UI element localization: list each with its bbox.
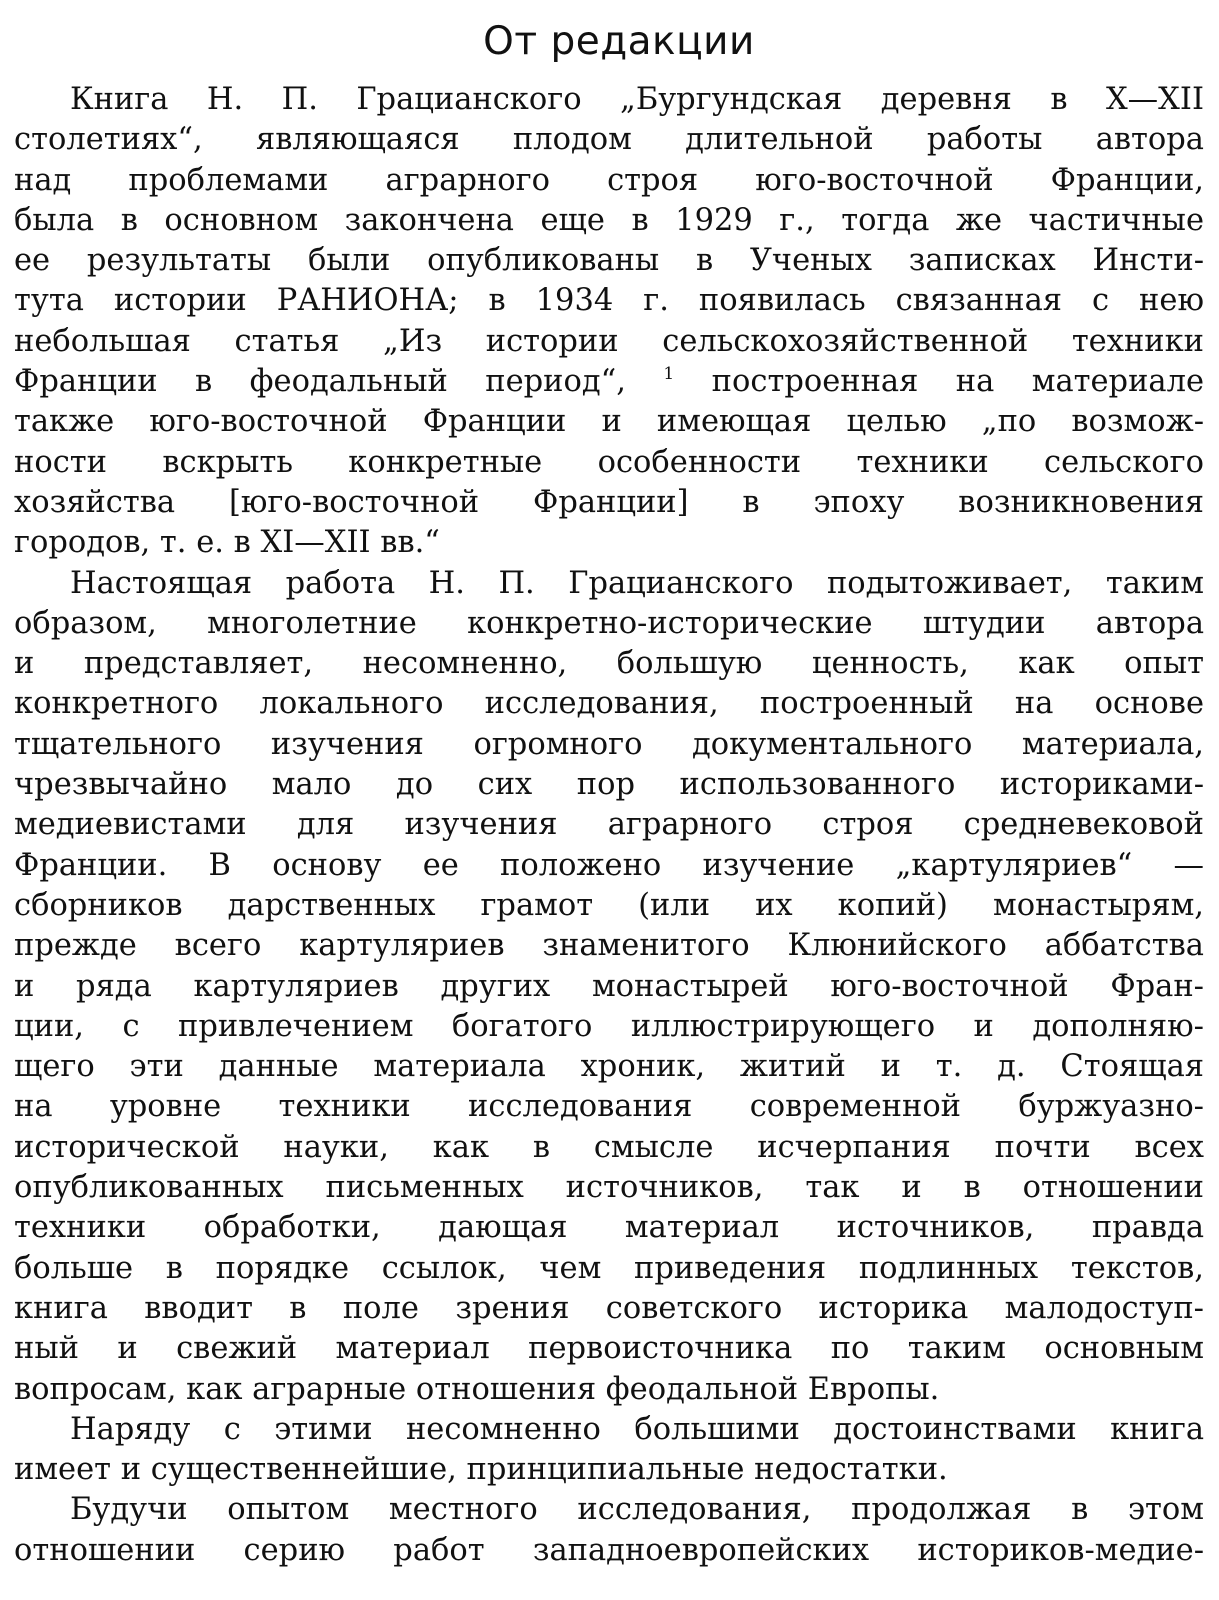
text-line: медиевистами для изучения аграрного строя средневековой xyxy=(14,807,1204,843)
text-line: над проблемами аграрного строя юго-восточной Франции, xyxy=(14,162,1204,198)
text-line: вопросам, как аграрные отношения феодальной Европы. xyxy=(14,1371,940,1407)
text-line: Франции. В основу ее положено изучение „картуляриев“ — xyxy=(14,847,1204,883)
text-line: ции, с привлечением богатого иллюстрирующего и дополняю- xyxy=(14,1008,1204,1044)
text-line: на уровне техники исследования современной буржуазно- xyxy=(14,1089,1204,1125)
text-line: тщательного изучения огромного документального материала, xyxy=(14,726,1204,762)
text-line: исторической науки, как в смысле исчерпания почти всех xyxy=(14,1129,1204,1165)
text-line: опубликованных письменных источников, так и в отношении xyxy=(14,1170,1204,1206)
text-line: хозяйства [юго-восточной Франции] в эпоху возникновения xyxy=(14,484,1204,520)
paragraph-2 xyxy=(14,564,1204,1410)
text-line: тута истории РАНИОНА; в 1934 г. появилась связанная с нею xyxy=(14,283,1204,319)
text-line: ности вскрыть конкретные особенности техники сельского xyxy=(14,444,1204,480)
text-line: небольшая статья „Из истории сельскохозяйственной техники xyxy=(14,323,1204,359)
text-line: городов, т. е. в XI—XII вв.“ xyxy=(14,525,440,561)
text-line: сборников дарственных грамот (или их копий) монастырям, xyxy=(14,887,1204,923)
text-line: отношении серию работ западноевропейских историков-медие- xyxy=(14,1532,1204,1568)
text-line: конкретного локального исследования, построенный на основе xyxy=(14,686,1204,722)
text-line-with-footnote xyxy=(14,362,1204,402)
text-line: также юго-восточной Франции и имеющая целью „по возмож- xyxy=(14,404,1204,440)
text-line: чрезвычайно мало до сих пор использованного историками- xyxy=(14,767,1204,803)
text-line: ный и свежий материал первоисточника по таким основным xyxy=(14,1331,1204,1367)
page-title: От редакции xyxy=(483,19,755,64)
footnote-reference[interactable]: 1 xyxy=(663,364,675,385)
text-line: имеет и существеннейшие, принципиальные недостатки. xyxy=(14,1452,948,1488)
text-line: щего эти данные материала хроник, житий и т. д. Стоящая xyxy=(14,1049,1204,1085)
text-line: Книга Н. П. Грацианского „Бургундская деревня в X—XII xyxy=(70,82,1204,117)
text-line: столетиях“, являющаяся плодом длительной работы автора xyxy=(14,122,1204,158)
text-line: Будучи опытом местного исследования, продолжая в этом xyxy=(70,1492,1204,1528)
text-line: техники обработки, дающая материал источников, правда xyxy=(14,1210,1204,1246)
text-line: образом, многолетние конкретно-исторические штудии автора xyxy=(14,605,1204,641)
text-fragment: Франции в феодальный период“, xyxy=(14,364,626,400)
paragraph-3 xyxy=(14,1410,1204,1491)
text-line: больше в порядке ссылок, чем приведения подлинных текстов, xyxy=(14,1250,1204,1286)
text-line: была в основном закончена еще в 1929 г., тогда же частичные xyxy=(14,202,1204,238)
paragraph-1 xyxy=(14,80,1204,564)
text-line: и ряда картуляриев других монастырей юго-восточной Фран- xyxy=(14,968,1204,1004)
page xyxy=(14,18,1204,1571)
text-line: Настоящая работа Н. П. Грацианского подытоживает, таким xyxy=(70,565,1204,601)
text-line: Наряду с этими несомненно большими достоинствами книга xyxy=(70,1411,1204,1447)
text-line: и представляет, несомненно, большую ценность, как опыт xyxy=(14,646,1204,682)
paragraph-4 xyxy=(14,1490,1204,1571)
text-line: ее результаты были опубликованы в Ученых записках Инсти- xyxy=(14,243,1204,279)
text-line: книга вводит в поле зрения советского историка малодоступ- xyxy=(14,1290,1204,1326)
text-fragment: построенная на материале xyxy=(711,364,1205,400)
text-line: прежде всего картуляриев знаменитого Клюнийского аббатства xyxy=(14,928,1204,964)
